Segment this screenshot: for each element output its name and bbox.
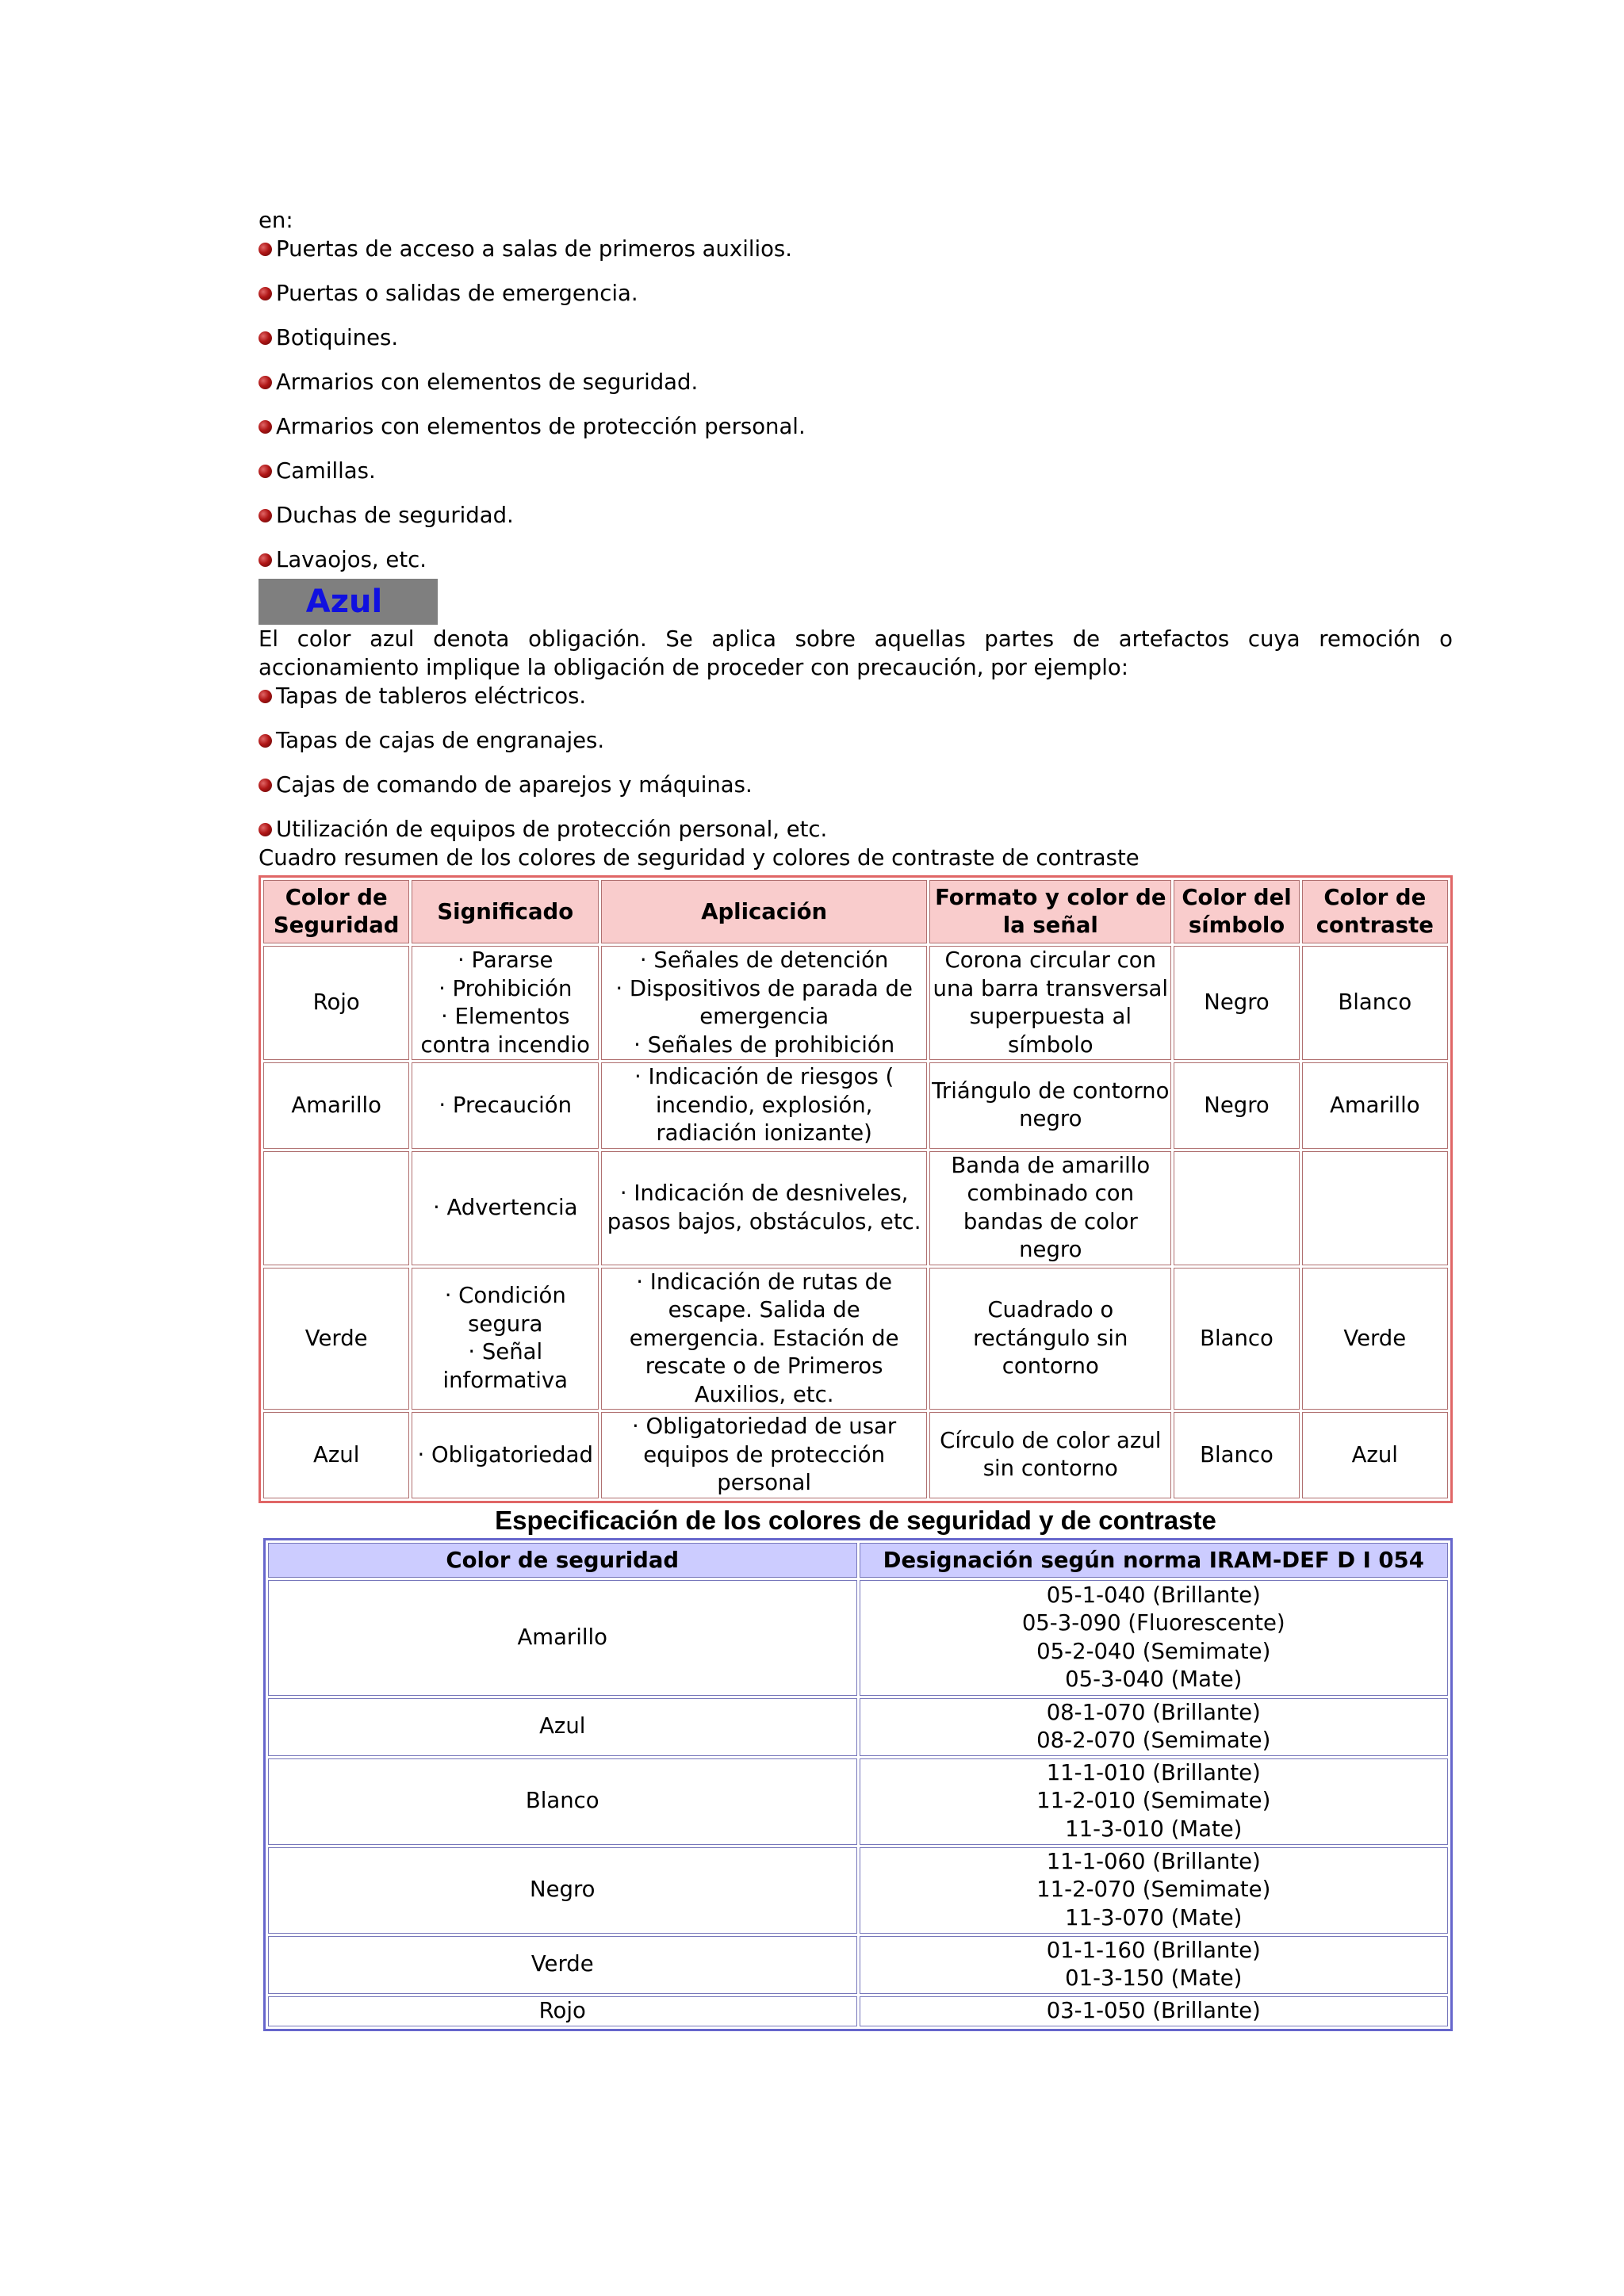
- document-page: [259, 206, 1453, 2031]
- azul-description: El color azul denota obligación. Se aplica sobre aquellas partes de artefactos cuya remoción o accionamiento implique la obligación de proceder con precaución, por ejemplo:: [259, 626, 1453, 680]
- list-item: Cajas de comando de aparejos y máquinas.: [259, 771, 1453, 799]
- summary-table-caption: Cuadro resumen de los colores de seguridad y colores de contraste de contraste: [259, 845, 1139, 871]
- list-item: Lavaojos, etc.: [259, 545, 1453, 574]
- column-header: Designación según norma IRAM-DEF D I 054: [860, 1543, 1449, 1578]
- list-item: Duchas de seguridad.: [259, 501, 1453, 530]
- red-bullet-icon: [259, 287, 272, 300]
- red-bullet-icon: [259, 243, 272, 256]
- red-bullet-icon: [259, 823, 272, 836]
- red-bullet-icon: [259, 331, 272, 345]
- column-header: Color de seguridad: [268, 1543, 857, 1578]
- red-bullet-icon: [259, 509, 272, 522]
- red-bullet-icon: [259, 779, 272, 792]
- azul-section-heading: Azul: [259, 579, 438, 625]
- red-bullet-icon: [259, 553, 272, 567]
- spec-table: [263, 1538, 1453, 2031]
- red-bullet-icon: [259, 420, 272, 434]
- list-item: Utilización de equipos de protección personal, etc.: [259, 815, 1453, 844]
- blue-usage-list: [259, 682, 1453, 844]
- table-row: Amarillo · Precaución · Indicación de riesgos ( incendio, explosión, radiación ionizante) Triángulo de contorno negro Negro Amarillo: [263, 1062, 1448, 1149]
- spec-table-title: Especificación de los colores de seguridad y de contraste: [495, 1505, 1216, 1535]
- table-row: Azul · Obligatoriedad · Obligatoriedad de usar equipos de protección personal Círculo de color azul sin contorno Blanco Azul: [263, 1412, 1448, 1498]
- list-item: Puertas o salidas de emergencia.: [259, 279, 1453, 308]
- table-row: Blanco 11-1-010 (Brillante) 11-2-010 (Semimate) 11-3-010 (Mate): [268, 1758, 1448, 1845]
- column-header: Color del símbolo: [1174, 880, 1299, 943]
- table-header-row: [268, 1543, 1448, 1578]
- table-row: Verde · Condición segura · Señal informativa · Indicación de rutas de escape. Salida de emergencia. Estación de rescate o de Primeros Auxilios, etc. Cuadrado o rectángulo sin contorno Blanco Verde: [263, 1268, 1448, 1410]
- table-row: Negro 11-1-060 (Brillante) 11-2-070 (Semimate) 11-3-070 (Mate): [268, 1847, 1448, 1934]
- list-item: Botiquines.: [259, 323, 1453, 352]
- table-row: Azul 08-1-070 (Brillante) 08-2-070 (Semimate): [268, 1698, 1448, 1756]
- list-item: Tapas de cajas de engranajes.: [259, 726, 1453, 755]
- column-header: Color de contraste: [1302, 880, 1448, 943]
- table-header-row: [263, 880, 1448, 943]
- column-header: Formato y color de la señal: [929, 880, 1171, 943]
- column-header: Color de Seguridad: [263, 880, 409, 943]
- list-item: Armarios con elementos de seguridad.: [259, 368, 1453, 396]
- list-item: Puertas de acceso a salas de primeros auxilios.: [259, 235, 1453, 263]
- column-header: Aplicación: [601, 880, 927, 943]
- red-bullet-icon: [259, 690, 272, 703]
- table-row: Amarillo 05-1-040 (Brillante) 05-3-090 (Fluorescente) 05-2-040 (Semimate) 05-3-040 (Mate): [268, 1580, 1448, 1696]
- table-row: · Advertencia · Indicación de desniveles, pasos bajos, obstáculos, etc. Banda de amarillo combinado con bandas de color negro: [263, 1151, 1448, 1265]
- column-header: Significado: [412, 880, 599, 943]
- green-usage-list: [259, 235, 1453, 574]
- list-item: Camillas.: [259, 457, 1453, 485]
- list-item: Armarios con elementos de protección personal.: [259, 412, 1453, 441]
- table-row: Verde 01-1-160 (Brillante) 01-3-150 (Mate): [268, 1936, 1448, 1994]
- list-item: Tapas de tableros eléctricos.: [259, 682, 1453, 710]
- table-row: Rojo 03-1-050 (Brillante): [268, 1996, 1448, 2026]
- red-bullet-icon: [259, 734, 272, 748]
- red-bullet-icon: [259, 376, 272, 389]
- intro-text: en:: [259, 208, 293, 233]
- table-row: Rojo · Pararse · Prohibición · Elementos contra incendio · Señales de detención · Dispositivos de parada de emergencia · Señales de prohibición Corona circular con una barra transversal superpuesta al símbolo Negro Blanco: [263, 946, 1448, 1060]
- red-bullet-icon: [259, 465, 272, 478]
- summary-table: [259, 875, 1453, 1503]
